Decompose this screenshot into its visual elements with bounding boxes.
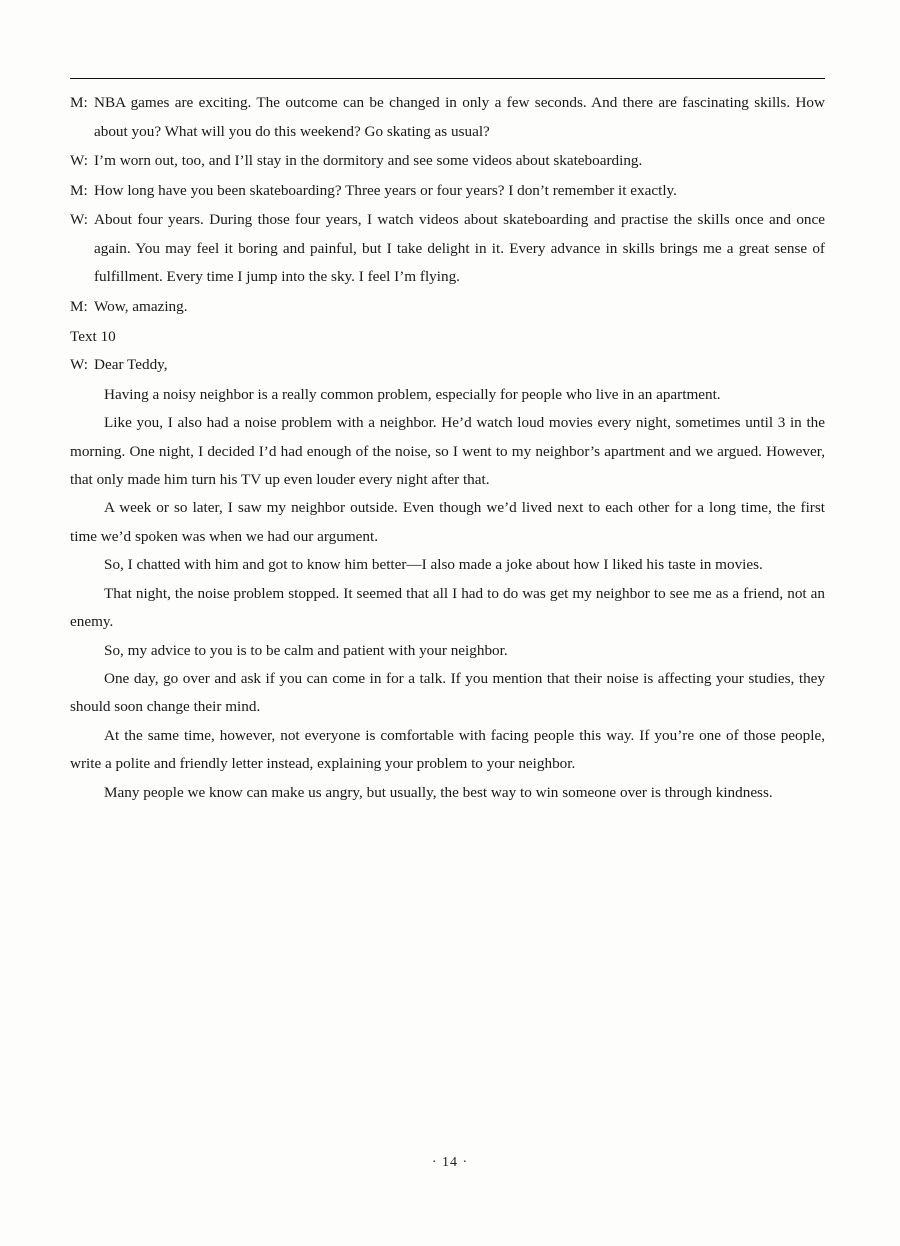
letter-paragraph: One day, go over and ask if you can come in for a talk. If you mention that their noise is affecting your studies, they should soon change their mind. xyxy=(70,670,825,716)
dialogue-line xyxy=(70,147,825,176)
letter-paragraph: Many people we know can make us angry, but usually, the best way to win someone over is through kindness. xyxy=(104,783,773,801)
dialogue-text: About four years. During those four years, I watch videos about skateboarding and practise the skills once and once again. You may feel it boring and painful, but I take delight in it. Every advance in skills brings me a great sense of fulfillment. Every time I jump into the sky. I feel I’m flying. xyxy=(94,211,825,286)
dialogue-speaker: W: xyxy=(70,211,88,229)
dialogue-text: I’m worn out, too, and I’ll stay in the dormitory and see some videos about skateboarding. xyxy=(94,152,643,170)
section-label: Text 10 xyxy=(70,327,116,345)
dialogue-line xyxy=(70,293,825,322)
dialogue-speaker: M: xyxy=(70,94,88,111)
letter-salutation-line xyxy=(70,351,825,380)
dialogue-text: How long have you been skateboarding? Three years or four years? I don’t remember it exactly. xyxy=(94,181,677,199)
letter-paragraph: A week or so later, I saw my neighbor outside. Even though we’d lived next to each other for a long time, the first time we’d spoken was when we had our argument. xyxy=(70,499,825,545)
dialogue-line xyxy=(70,89,825,146)
dialogue-text: Wow, amazing. xyxy=(94,298,188,316)
letter-paragraph: Having a noisy neighbor is a really common problem, especially for people who live in an apartment. xyxy=(104,385,721,403)
letter-paragraph: So, I chatted with him and got to know him better—I also made a joke about how I liked his taste in movies. xyxy=(104,556,763,574)
page-content xyxy=(70,78,825,807)
dialogue-line xyxy=(70,206,825,292)
page-number: · 14 · xyxy=(431,1155,469,1170)
dialogue-speaker: W: xyxy=(70,152,88,170)
letter-speaker: W: xyxy=(70,356,88,374)
dialogue-text: NBA games are exciting. The outcome can be changed in only a few seconds. And there are fascinating skills. How about you? What will you do this weekend? Go skating as usual? xyxy=(94,94,825,140)
letter-salutation: Dear Teddy, xyxy=(94,356,168,374)
dialogue-speaker: M: xyxy=(70,181,88,199)
dialogue-speaker: M: xyxy=(70,298,88,316)
header-rule xyxy=(70,78,825,79)
letter-paragraph: That night, the noise problem stopped. It seemed that all I had to do was get my neighbor to see me as a friend, not an enemy. xyxy=(70,584,825,631)
letter-paragraph: So, my advice to you is to be calm and patient with your neighbor. xyxy=(104,641,508,659)
letter-paragraph: At the same time, however, not everyone is comfortable with facing people this way. If you’re one of those people, write a polite and friendly letter instead, explaining your problem to your neighbor. xyxy=(70,726,825,773)
letter-paragraph: Like you, I also had a noise problem with a neighbor. He’d watch loud movies every night, sometimes until 3 in the morning. One night, I decided I’d had enough of the noise, so I went to my neighbor’s apartment and we argued. However, that only made him turn his TV up even louder every night after that. xyxy=(70,414,825,489)
dialogue-line xyxy=(70,177,825,206)
